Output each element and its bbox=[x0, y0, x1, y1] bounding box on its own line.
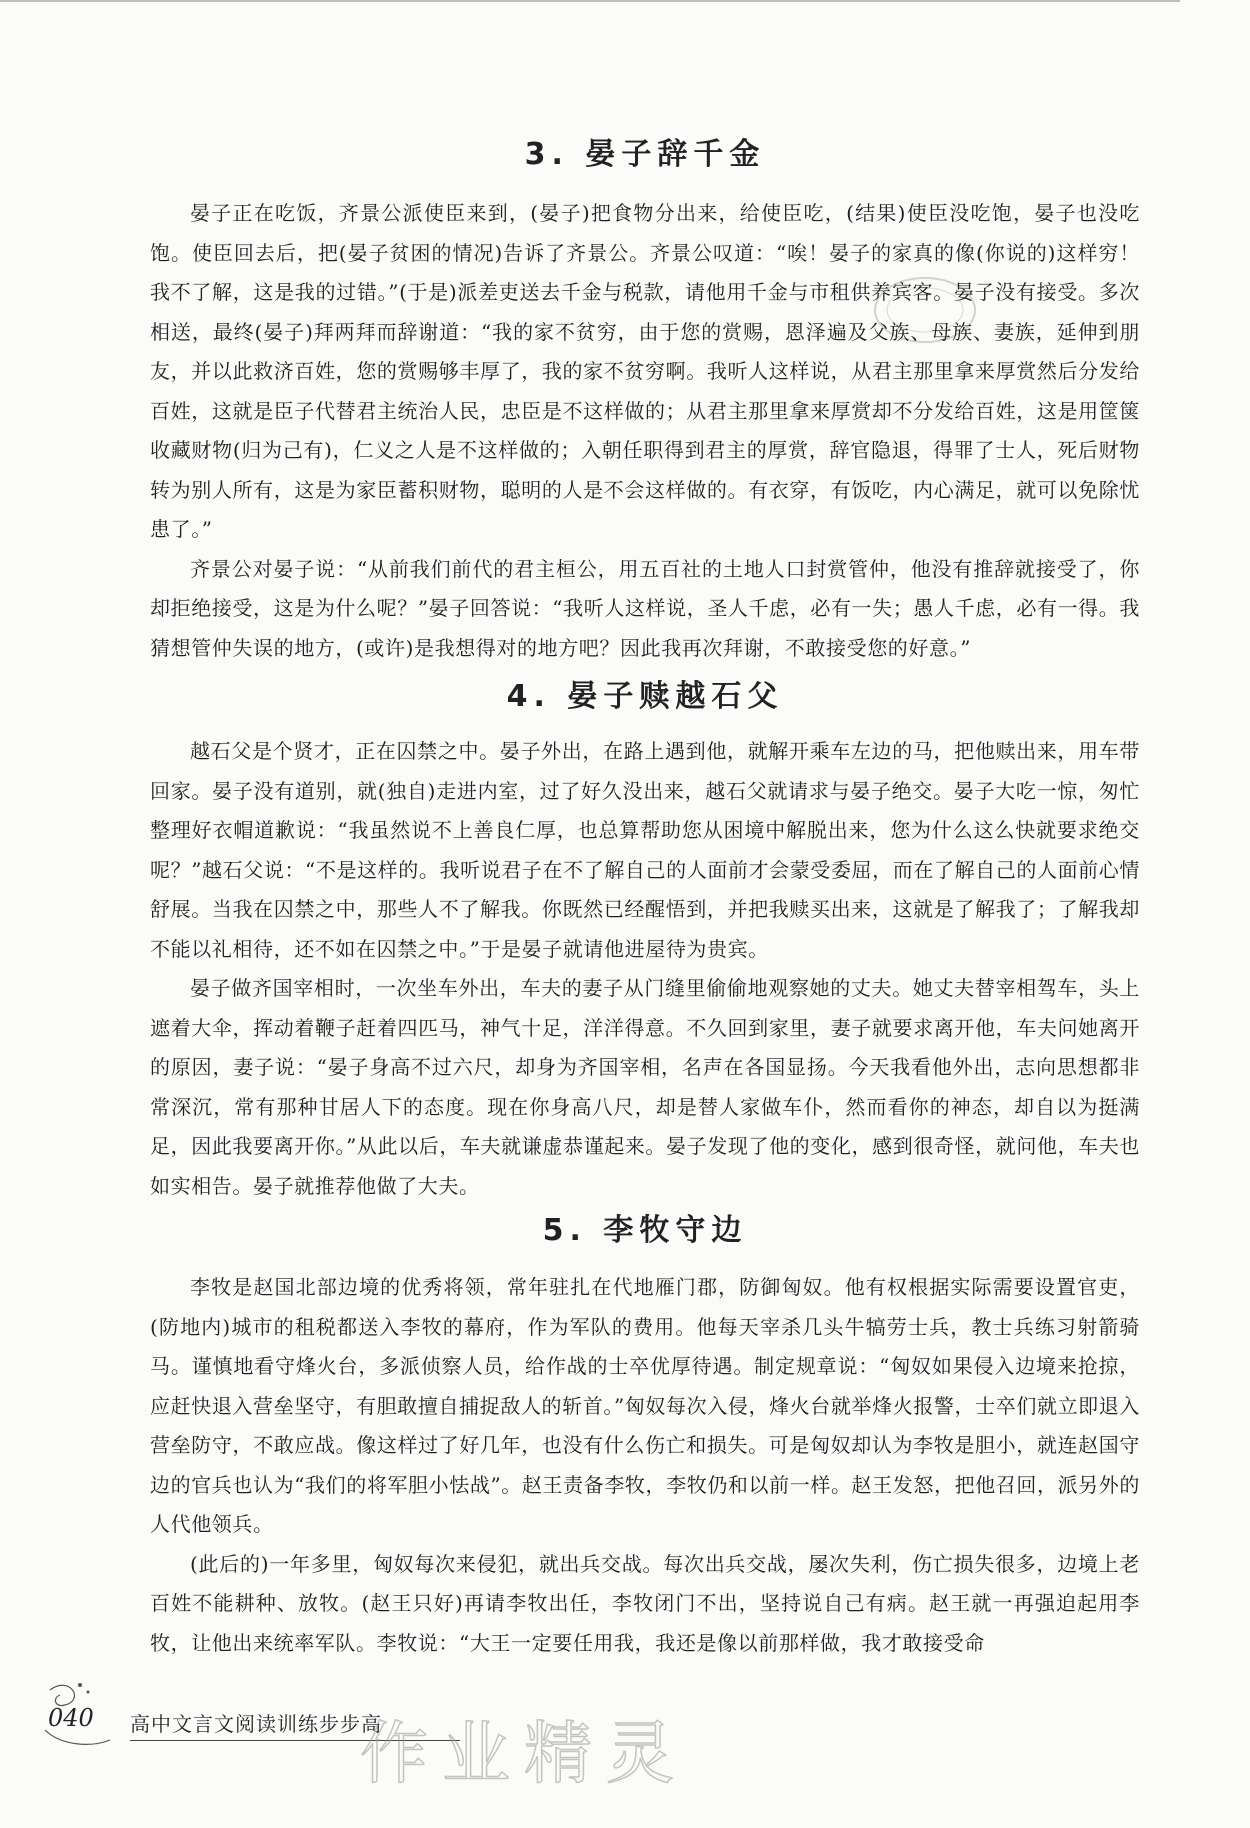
page-number: 040 bbox=[48, 1704, 94, 1732]
book-title: 高中文言文阅读训练步步高 bbox=[130, 1712, 382, 1736]
paragraph: 越石父是个贤才，正在囚禁之中。晏子外出，在路上遇到他，就解开乘车左边的马，把他赎出来，用车带回家。晏子没有道别，就(独自)走进内室，过了好久没出来，越石父就请求与晏子绝交。晏子大吃一惊，匆忙整理好衣帽道歉说：“我虽然说不上善良仁厚，也总算帮助您从困境中解脱出来，您为什么这么快就要求绝交呢？”越石父说：“不是这样的。我听说君子在不了解自己的人面前才会蒙受委屈，而在了解自己的人面前心情舒展。当我在囚禁之中，那些人不了解我。你既然已经醒悟到，并把我赎买出来，这就是了解我了；了解我却不能以礼相待，还不如在囚禁之中。”于是晏子就请他进屋待为贵宾。 bbox=[150, 739, 1140, 961]
paragraph: 齐景公对晏子说：“从前我们前代的君主桓公，用五百社的土地人口封赏管仲，他没有推辞就接受了，你却拒绝接受，这是为什么呢？”晏子回答说：“我听人这样说，圣人千虑，必有一失；愚人千虑，必有一得。我猜想管仲失误的地方，(或许)是我想得对的地方吧？因此我再次拜谢，不敢接受您的好意。” bbox=[150, 556, 1140, 660]
paragraph: 晏子正在吃饭，齐景公派使臣来到，(晏子)把食物分出来，给使臣吃，(结果)使臣没吃饱，晏子也没吃饱。使臣回去后，把(晏子贫困的情况)告诉了齐景公。齐景公叹道：“唉！晏子的家真的像(你说的)这样穷！我不了解，这是我的过错。”(于是)派差吏送去千金与税款，请他用千金与市租供养宾客。晏子没有接受。多次相送，最终(晏子)拜两拜而辞谢道：“我的家不贫穷，由于您的赏赐，恩泽遍及父族、母族、妻族，延伸到朋友，并以此救济百姓，您的赏赐够丰厚了，我的家不贫穷啊。我听人这样说，从君主那里拿来厚赏然后分发给百姓，这就是臣子代替君主统治人民，忠臣是不这样做的；从君主那里拿来厚赏却不分发给百姓，这是用筐箧收藏财物(归为己有)，仁义之人是不这样做的；入朝任职得到君主的厚赏，辞官隐退，得罪了士人，死后财物转为别人所有，这是为家臣蓄积财物，聪明的人是不会这样做的。有衣穿，有饭吃，内心满足，就可以免除忧患了。” bbox=[150, 201, 1140, 541]
section-title: 4. 晏子赎越石父 bbox=[506, 679, 784, 714]
top-rule bbox=[0, 0, 1180, 2]
paragraph: 李牧是赵国北部边境的优秀将领，常年驻扎在代地雁门郡，防御匈奴。他有权根据实际需要设置官吏，(防地内)城市的租税都送入李牧的幕府，作为军队的费用。他每天宰杀几头牛犒劳士兵，教士兵练习射箭骑马。谨慎地看守烽火台，多派侦察人员，给作战的士卒优厚待遇。制定规章说：“匈奴如果侵入边境来抢掠，应赶快退入营垒坚守，有胆敢擅自捕捉敌人的斩首。”匈奴每次入侵，烽火台就举烽火报警，士卒们就立即退入营垒防守，不敢应战。像这样过了好几年，也没有什么伤亡和损失。可是匈奴却认为李牧是胆小，就连赵国守边的官兵也认为“我们的将军胆小怯战”。赵王责备李牧，李牧仍和以前一样。赵王发怒，把他召回，派另外的人代他领兵。 bbox=[150, 1275, 1140, 1536]
watermark-text: 作业精灵 bbox=[360, 1715, 689, 1794]
section-limu-shoubian bbox=[150, 1206, 1140, 1663]
paragraph: 晏子做齐国宰相时，一次坐车外出，车夫的妻子从门缝里偷偷地观察她的丈夫。她丈夫替宰相驾车，头上遮着大伞，挥动着鞭子赶着四匹马，神气十足，洋洋得意。不久回到家里，妻子就要求离开他，车夫问她离开的原因，妻子说：“晏子身高不过六尺，却身为齐国宰相，名声在各国显扬。今天我看他外出，志向思想都非常深沉，常有那种甘居人下的态度。现在你身高八尺，却是替人家做车仆，然而看你的神态，却自以为挺满足，因此我要离开你。”从此以后，车夫就谦虚恭谨起来。晏子发现了他的变化，感到很奇怪，就问他，车夫也如实相告。晏子就推荐他做了大夫。 bbox=[150, 976, 1140, 1198]
paragraph: (此后的)一年多里，匈奴每次来侵犯，就出兵交战。每次出兵交战，屡次失利，伤亡损失很多，边境上老百姓不能耕种、放牧。(赵王只好)再请李牧出任，李牧闭门不出，坚持说自己有病。赵王就一再强迫起用李牧，让他出来统率军队。李牧说：“大王一定要任用我，我还是像以前那样做，我才敢接受命 bbox=[150, 1551, 1140, 1655]
section-title: 5. 李牧守边 bbox=[542, 1213, 748, 1248]
section-yanzi-shu-yueshifu bbox=[150, 672, 1140, 1206]
page-content bbox=[150, 130, 1140, 1663]
section-yanzi-ci-qianjin bbox=[150, 130, 1140, 668]
section-title: 3. 晏子辞千金 bbox=[524, 137, 766, 172]
